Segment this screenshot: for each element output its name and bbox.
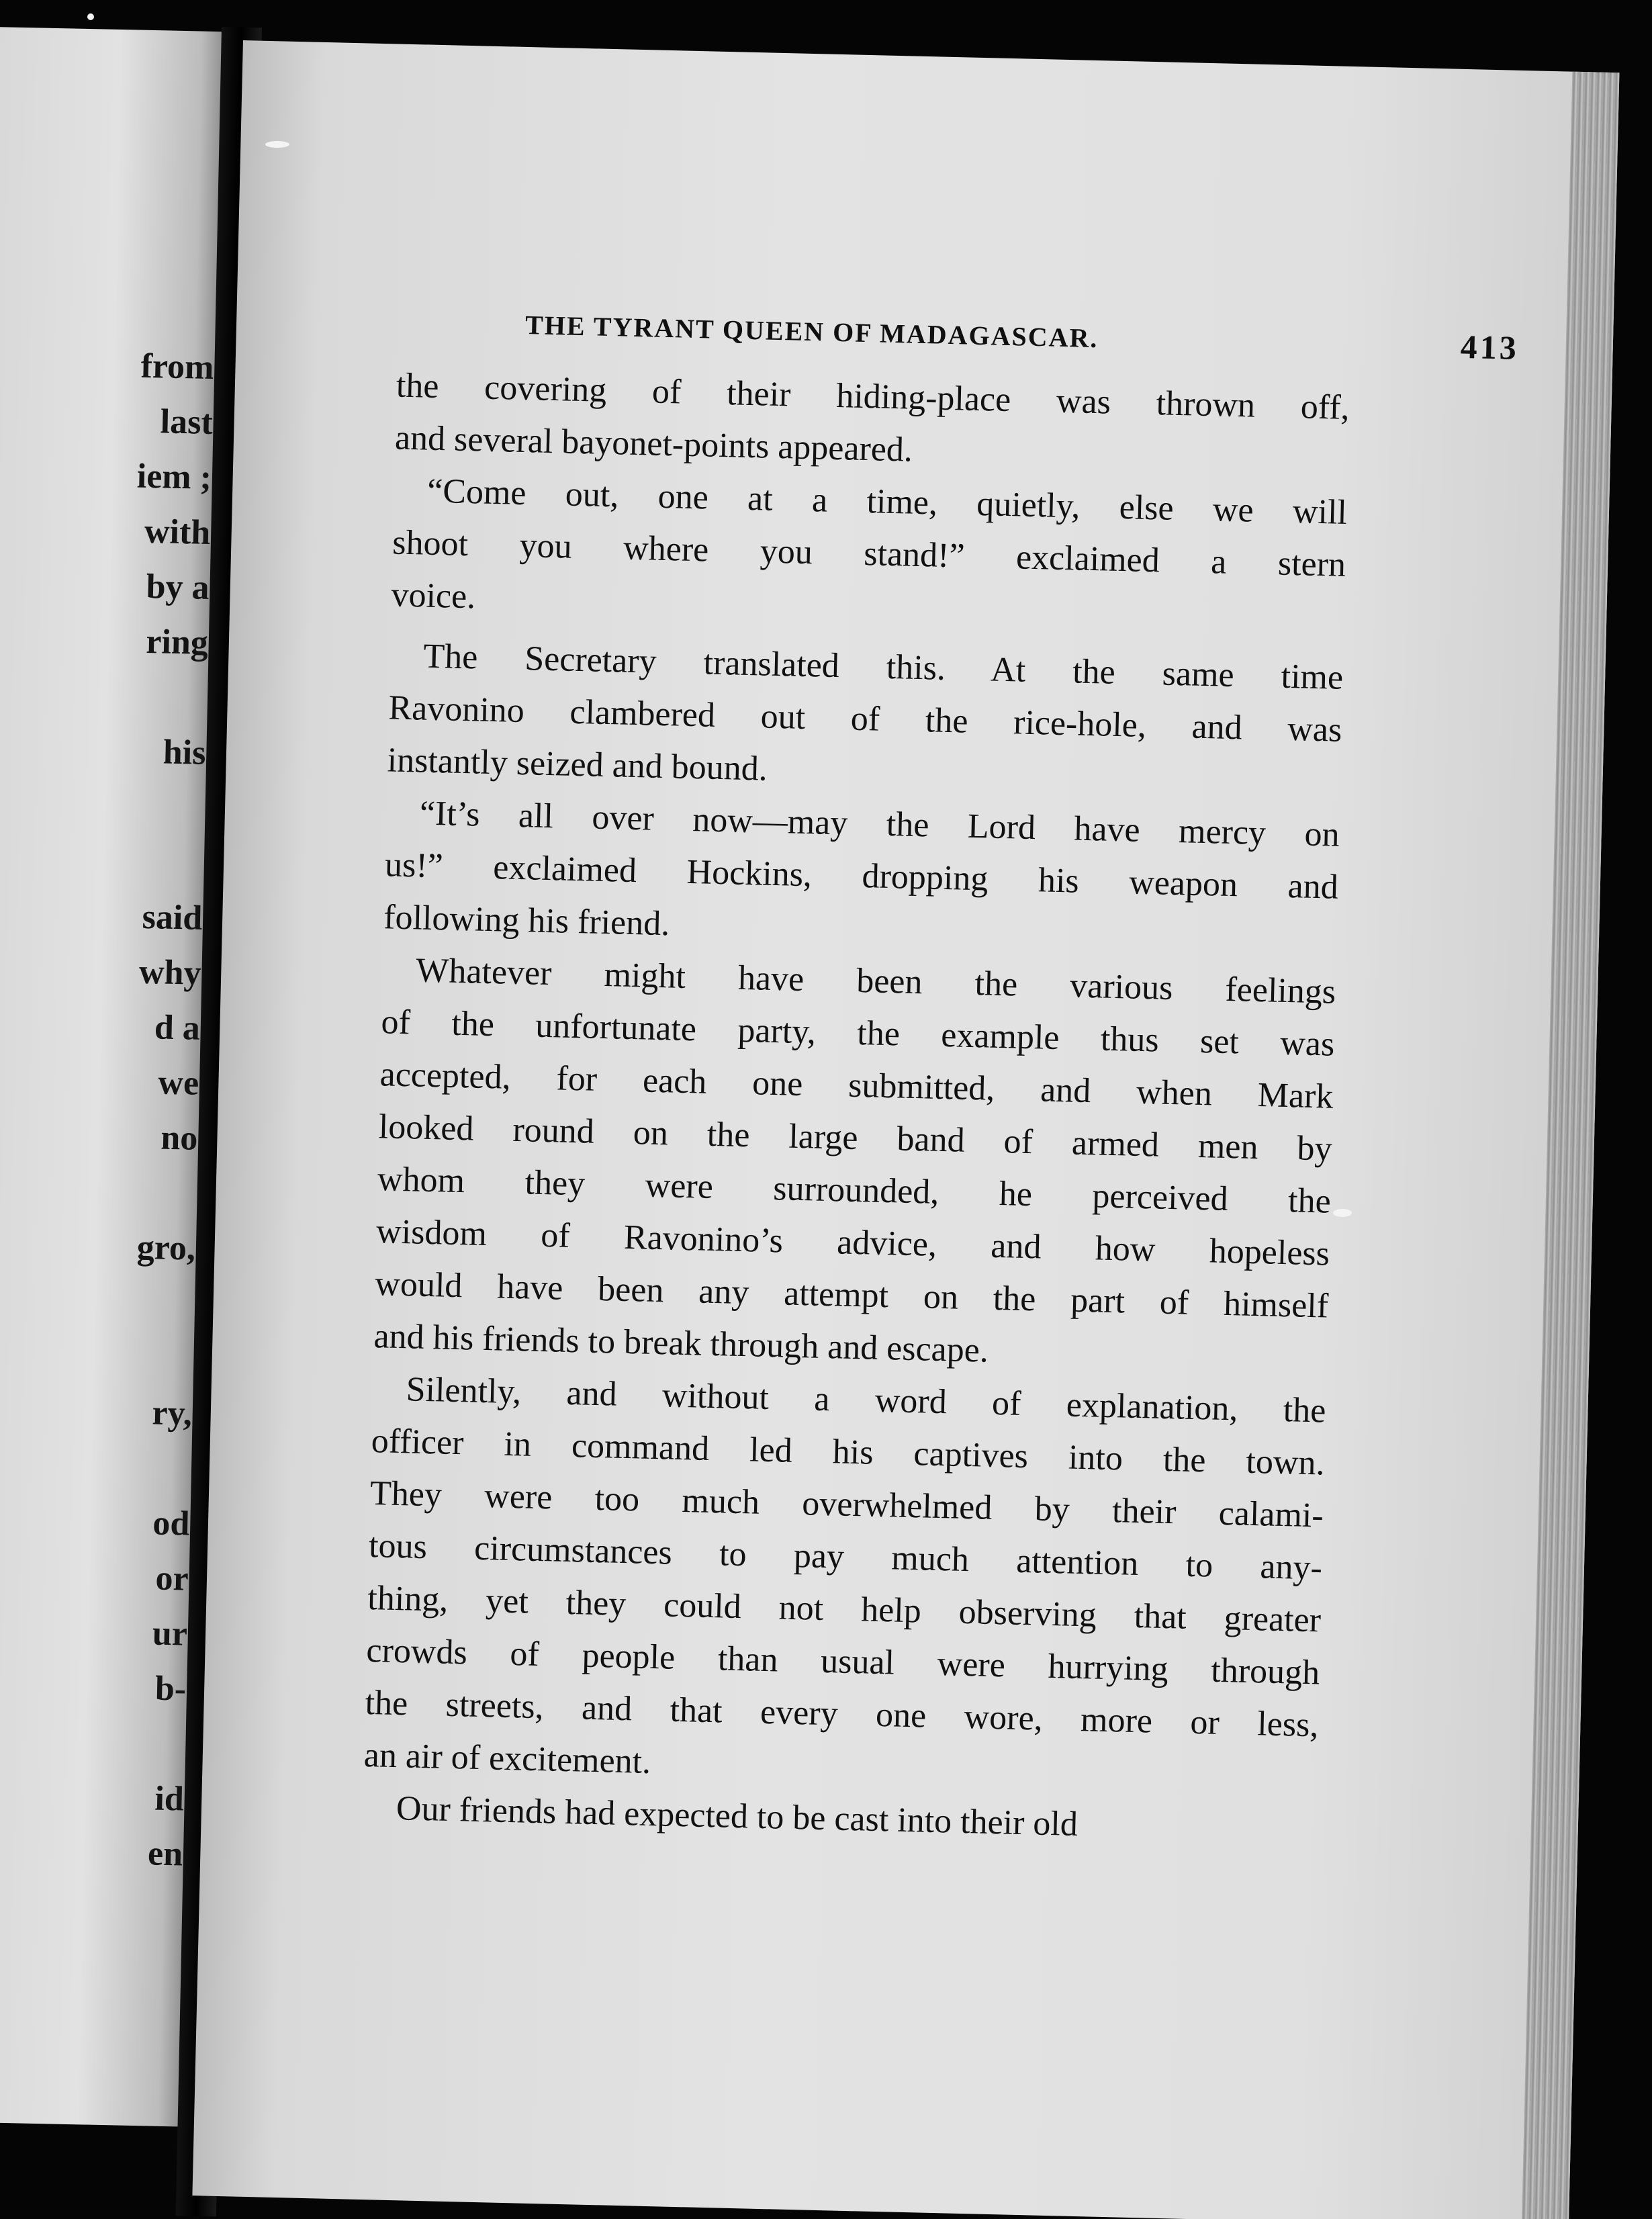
running-head	[524, 309, 1519, 373]
left-fragment: from	[140, 347, 215, 387]
text-line: of the unfortunate party, the example thus set was	[380, 1003, 1335, 1064]
text-line: officer in command led his captives into the town.	[371, 1422, 1326, 1483]
dust-speck	[265, 141, 289, 148]
dust-speck	[87, 13, 94, 20]
left-fragment	[50, 1714, 186, 1772]
left-fragment	[68, 833, 204, 891]
page-number: 413	[1460, 327, 1520, 367]
text-line: instantly seized and bound.	[387, 741, 768, 788]
text-line: the covering of their hiding-place was thrown off,	[396, 366, 1350, 427]
left-fragment: said	[142, 897, 203, 938]
left-fragment: why	[138, 952, 202, 993]
text-line: thing, yet they could not help observing that greater	[367, 1579, 1322, 1640]
left-fragment	[72, 668, 208, 726]
left-fragment	[56, 1439, 191, 1496]
text-line: and his friends to break through and escape.	[373, 1317, 989, 1370]
left-fragment: by a	[146, 567, 210, 607]
left-fragment: d a	[154, 1008, 201, 1048]
left-fragment: with	[144, 512, 211, 552]
left-fragment: id	[154, 1779, 185, 1819]
left-fragment	[59, 1274, 195, 1332]
left-fragment	[70, 778, 205, 836]
left-fragment: ur	[152, 1614, 188, 1654]
text-line: following his friend.	[383, 898, 670, 944]
left-fragment: iem ;	[136, 457, 212, 497]
text-line: looked round on the large band of armed men by	[378, 1107, 1333, 1169]
text-line: Ravonino clambered out of the rice-hole, and was	[387, 688, 1342, 750]
text-line: would have been any attempt on the part of himself	[374, 1265, 1329, 1326]
left-fragment: gro,	[136, 1228, 196, 1268]
text-line: whom they were surrounded, he perceived the	[377, 1160, 1332, 1221]
left-fragment: ry,	[152, 1394, 193, 1433]
left-fragment: we	[157, 1063, 199, 1103]
text-line: us!” exclaimed Hockins, dropping his weapon and	[384, 846, 1339, 907]
text-line: wisdom of Ravonino’s advice, and how hopeless	[375, 1212, 1330, 1273]
left-fragment: no	[160, 1118, 198, 1158]
page-edges	[1522, 72, 1620, 2219]
left-fragment	[58, 1328, 194, 1386]
body-text	[362, 360, 1350, 1857]
left-fragment: his	[163, 733, 207, 772]
text-line: “Come out, one at a time, quietly, else we will	[426, 471, 1348, 532]
left-fragment: od	[152, 1504, 190, 1543]
left-fragment: en	[147, 1834, 183, 1874]
left-fragment: or	[154, 1559, 189, 1598]
dust-speck	[1333, 1209, 1352, 1217]
text-line: and several bayonet-points appeared.	[394, 418, 913, 469]
text-line: They were too much overwhelmed by their calami-	[369, 1474, 1324, 1535]
left-fragment: ring	[145, 622, 209, 662]
text-line: shoot you where you stand!” exclaimed a stern	[392, 523, 1346, 584]
left-fragment	[62, 1164, 197, 1222]
text-line: Silently, and without a word of explanation, the	[406, 1370, 1327, 1431]
text-line: the streets, and that every one wore, more or less,	[365, 1683, 1320, 1745]
right-page	[192, 40, 1619, 2219]
text-line: “It’s all over now—may the Lord have mercy on	[419, 794, 1340, 854]
text-line: tous circumstances to pay much attention to any-	[368, 1527, 1323, 1588]
text-line: accepted, for each one submitted, and when Mark	[379, 1055, 1334, 1116]
text-line: voice.	[390, 576, 476, 617]
text-line: The Secretary translated this. At the same time	[422, 637, 1344, 697]
running-title: THE TYRANT QUEEN OF MADAGASCAR.	[524, 310, 1099, 354]
text-line: Our friends had expected to be cast into their old	[396, 1789, 1079, 1844]
text-line: an air of excitement.	[363, 1735, 651, 1782]
left-fragment: last	[160, 402, 214, 442]
left-fragment: b-	[154, 1669, 187, 1709]
text-line: crowds of people than usual were hurrying through	[365, 1631, 1320, 1692]
text-line: Whatever might have been the various feelings	[415, 951, 1336, 1011]
